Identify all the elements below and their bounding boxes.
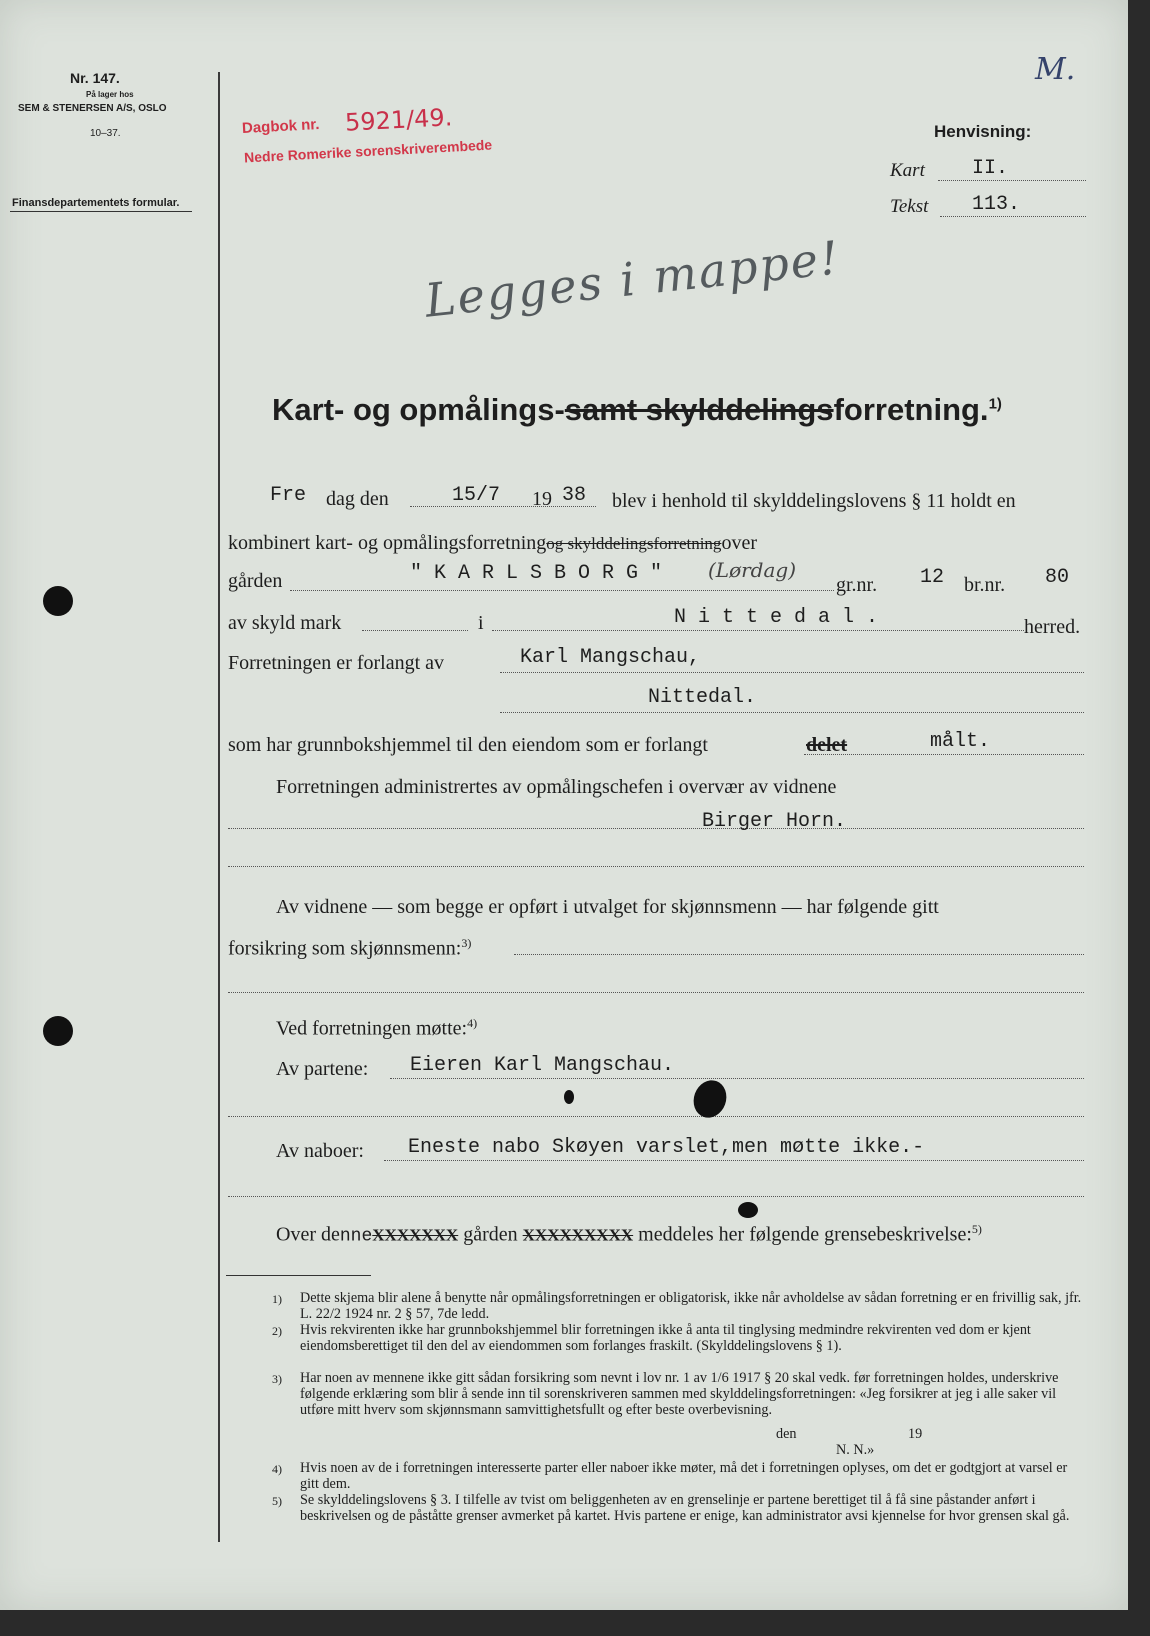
farm-value: " K A R L S B O R G " <box>410 562 663 585</box>
parties-line <box>390 1078 1084 1079</box>
footnote-5-number: 5) <box>272 1494 282 1508</box>
footnote-3-text: Har noen av mennene ikke gitt sådan forsikring som nevnt i lov nr. 1 av 1/6 1917 § 20 skal vedk. før forretningen holdes, underskrive følgende erklæring som blir å sende inn til sorenskriveren sammen med skylddelingsforretningen: «Jeg forsikrer at jeg i alle saker vil utføre mitt hverv som skjønnsmann samvittighetsfullt og efter beste overbevisning. <box>300 1370 1059 1418</box>
stamp-dagbok-number: 5921/49. <box>344 103 454 137</box>
grnr-label: gr.nr. <box>836 574 878 596</box>
ink-spot-2 <box>738 1202 758 1218</box>
title-part-1: Kart- og opmålings- <box>272 392 565 427</box>
parties-value: Eieren Karl Mangschau. <box>410 1054 675 1077</box>
footnote-3-sign: N. N.» <box>836 1442 875 1458</box>
margin-rule <box>218 72 220 1542</box>
line2-part-b: over <box>721 532 757 554</box>
printer-line-a: På lager hos <box>86 90 134 99</box>
handwritten-note: Legges i mappe! <box>422 230 843 328</box>
witnesses-line <box>514 954 1084 955</box>
boundary-struck: XXXXXXX <box>372 1225 459 1245</box>
boundary-text-c: meddeles her følgende grensebeskrivelse: <box>638 1223 972 1246</box>
boundary-text-b: gården <box>463 1223 518 1246</box>
requester-name: Karl Mangschau, <box>520 646 701 669</box>
grunnbok-struck: delet <box>806 734 848 756</box>
footnote-3-number: 3) <box>272 1372 282 1386</box>
witnesses-line-2-text: forsikring som skjønnsmenn: <box>228 937 462 960</box>
reference-title: Henvisning: <box>934 122 1032 141</box>
title-struck: samt skylddelings <box>564 392 834 427</box>
neighbours-label: Av naboer: <box>276 1140 364 1162</box>
boundary-text-a: Over de <box>276 1223 340 1246</box>
stamp-court-name: Nedre Romerike sorenskriverembede <box>243 136 493 166</box>
footnote-5-text: Se skylddelingslovens § 3. I tilfelle av tvist om beliggenheten av en grenselinje er partene berettiget til å få sine påstander anført i beskrivelsen og de påståtte grenser avmerket på kartet. Hvis partene er enige, kan administrator avsi kjennelse for hvor grensen skal gå. <box>300 1492 1070 1524</box>
farm-line <box>290 590 834 591</box>
witnesses-ref: 3) <box>461 936 472 950</box>
footnote-1-text: Dette skjema blir alene å benytte når opmålingsforretningen er obligatorisk, ikke når avholdelse av sådan forretning er en frivillig sak, jfr. L. 22/2 1924 nr. 2 § 57, 7de ledd. <box>300 1290 1082 1322</box>
requested-label: Forretningen er forlangt av <box>228 652 445 674</box>
reference-kart-label: Kart <box>890 160 925 181</box>
witness-line-2 <box>228 866 1084 867</box>
document-title <box>272 392 1002 428</box>
title-part-2: forretning. <box>833 392 989 427</box>
place-line <box>492 630 1024 631</box>
footnote-separator <box>226 1275 371 1276</box>
printer-line-b: SEM & STENERSEN A/S, OSLO <box>18 103 167 114</box>
reference-kart-line <box>938 180 1086 181</box>
reference-tekst-label: Tekst <box>890 196 929 217</box>
farm-label: gården <box>228 570 283 592</box>
reference-kart-value: II. <box>972 157 1009 180</box>
requester-line <box>500 672 1084 673</box>
farm-handwritten: (Lørdag) <box>708 558 797 582</box>
met-label <box>276 1016 477 1041</box>
department-underline <box>10 211 192 212</box>
parties-line-b <box>228 1116 1084 1117</box>
boundary-line <box>276 1222 982 1247</box>
ink-spot-1 <box>564 1090 574 1104</box>
line1-rest: blev i henhold til skylddelingslovens § 11 holdt en <box>612 490 1016 512</box>
met-ref: 4) <box>467 1016 478 1030</box>
line2-part-a: kombinert kart- og opmålingsforretning <box>228 532 547 554</box>
witnesses-line-1: Av vidnene — som begge er opført i utvalget for skjønnsmenn — har følgende gitt <box>276 896 939 918</box>
footnote-4-number: 4) <box>272 1462 282 1476</box>
date-value: 15/7 <box>452 484 501 507</box>
printer-line-c: 10–37. <box>90 128 121 139</box>
i-label: i <box>478 612 484 634</box>
line2-struck: og skylddelingsforretning <box>546 534 722 553</box>
boundary-typed: nne <box>339 1226 373 1247</box>
form-number: Nr. 147. <box>70 70 120 86</box>
year-value: 38 <box>562 484 587 507</box>
grunnbok-value: målt. <box>930 730 991 753</box>
met-label-text: Ved forretningen møtte: <box>276 1017 468 1040</box>
punch-hole-bottom <box>43 1016 73 1046</box>
department-label: Finansdepartementets formular. <box>12 197 180 209</box>
title-note-ref: 1) <box>988 395 1002 413</box>
footnote-2-number: 2) <box>272 1324 282 1338</box>
reference-tekst-value: 113. <box>972 193 1021 216</box>
place-value: N i t t e d a l . <box>674 606 879 629</box>
brnr-label: br.nr. <box>964 574 1006 596</box>
footnote-4-text: Hvis noen av de i forretningen interesserte parter eller naboer ikke møter, må det i forretningen oplyses, om det er godtgjort at varsel er gitt dem. <box>300 1460 1068 1492</box>
boundary-ref: 5) <box>971 1222 982 1236</box>
day-label: dag den <box>326 488 389 510</box>
neighbours-value: Eneste nabo Skøyen varslet,men møtte ikke.- <box>408 1136 925 1159</box>
herred-label: herred. <box>1024 616 1081 638</box>
neighbours-line <box>384 1160 1084 1161</box>
witnesses-line-b <box>228 992 1084 993</box>
stamp-dagbok-label: Dagbok nr. <box>241 115 320 138</box>
witnesses-line-2 <box>228 936 471 961</box>
reference-tekst-line <box>940 216 1086 217</box>
witness-name: Birger Horn. <box>702 810 847 833</box>
footnote-2-text: Hvis rekvirenten ikke har grunnbokshjemmel blir forretningen ikke å anta til tinglysing medmindre rekvirenten ved dom er kjent eiendomsberettiget til den del av eiendommen som forlanges fraskilt. (Skylddelingslovens § 1). <box>300 1322 1031 1354</box>
line2-text <box>228 532 757 555</box>
footnote-3-den: den <box>776 1426 797 1442</box>
punch-hole-top <box>43 586 73 616</box>
footnote-3-year: 19 <box>908 1426 923 1442</box>
grnr-value: 12 <box>920 566 945 589</box>
neighbours-line-b <box>228 1196 1084 1197</box>
year-prefix: 19 <box>532 488 552 510</box>
handwritten-initials: M. <box>1035 52 1076 87</box>
requester-place: Nittedal. <box>648 686 757 709</box>
brnr-value: 80 <box>1045 566 1070 589</box>
skyld-label: av skyld mark <box>228 612 342 634</box>
requester-place-line <box>500 712 1084 713</box>
parties-label: Av partene: <box>276 1058 369 1080</box>
boundary-struck-2: XXXXXXXXX <box>522 1225 634 1245</box>
footnote-1-number: 1) <box>272 1292 282 1306</box>
admin-text: Forretningen administrertes av opmålingschefen i overvær av vidnene <box>276 776 837 798</box>
grunnbok-line <box>804 754 1084 755</box>
grunnbok-text: som har grunnbokshjemmel til den eiendom som er forlangt <box>228 734 708 756</box>
day-prefix: Fre <box>270 484 307 507</box>
witness-line-1 <box>228 828 1084 829</box>
skyld-line <box>362 630 468 631</box>
